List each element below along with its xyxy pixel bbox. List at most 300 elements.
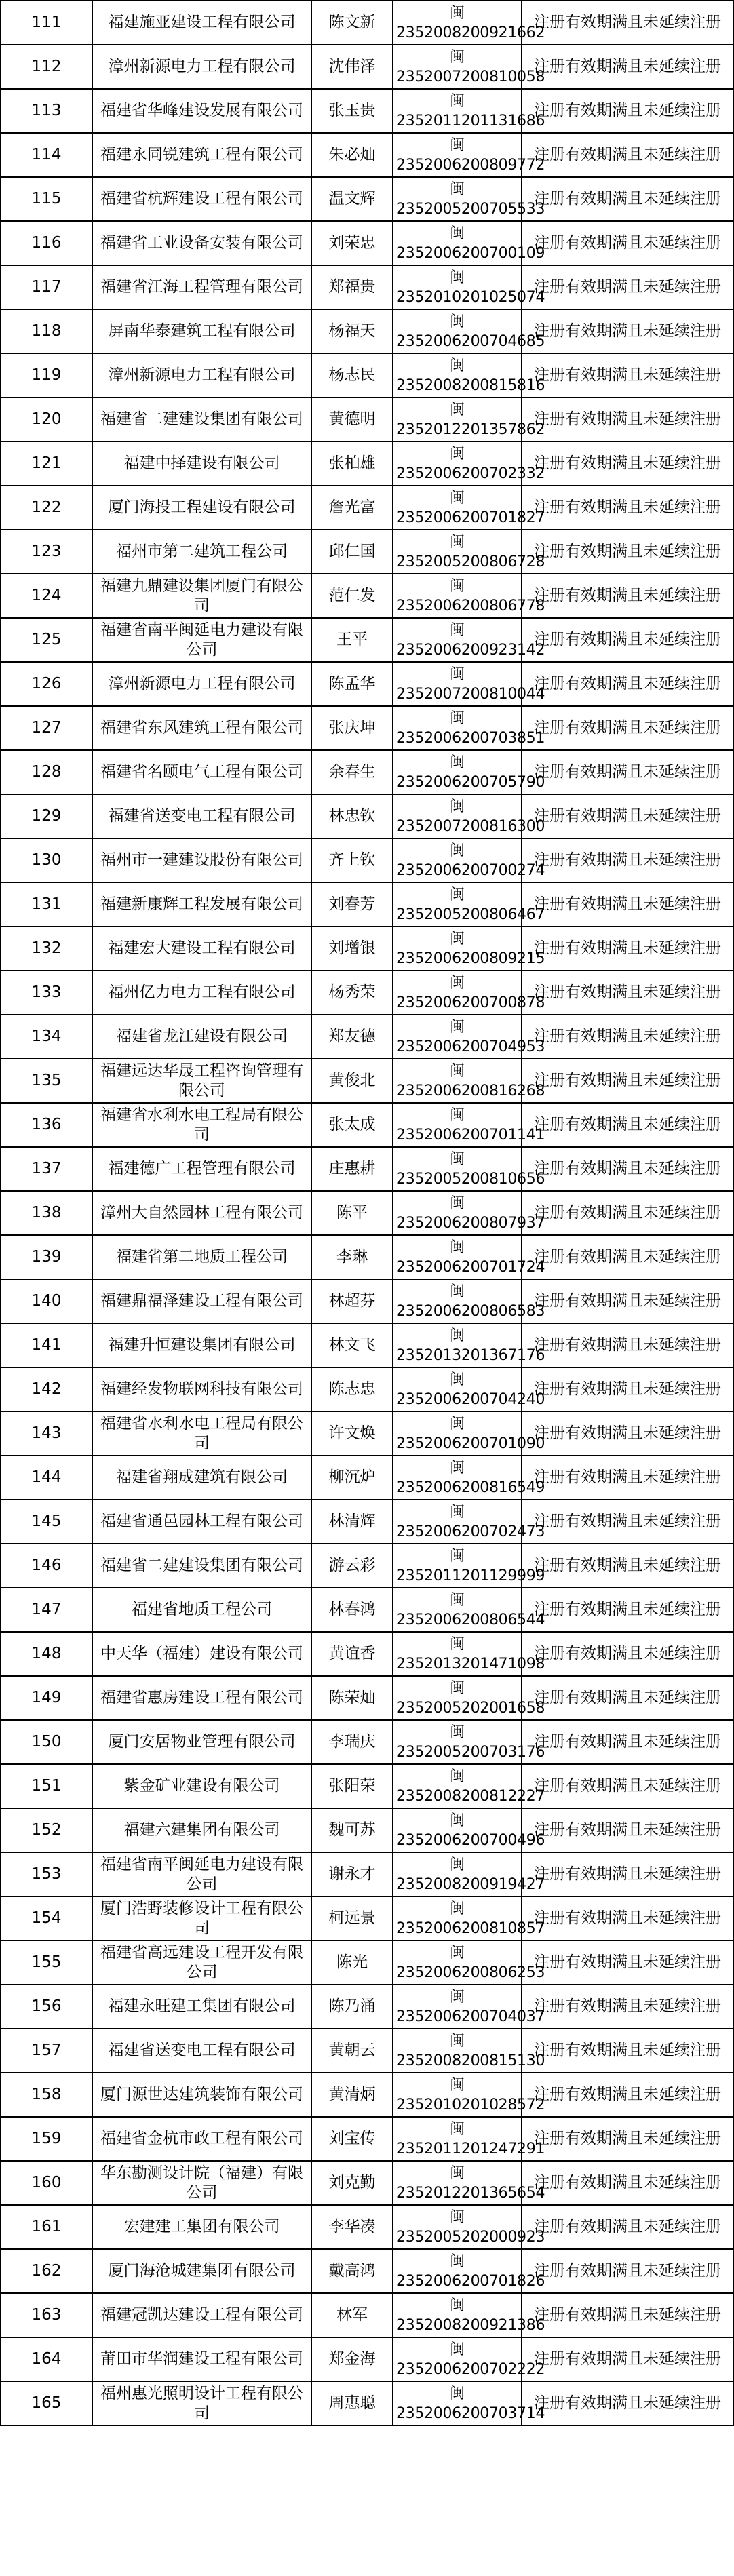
status-cell: 注册有效期满且未延续注册	[522, 1588, 733, 1632]
registration-number-cell: 闽2352012201357862	[393, 397, 522, 442]
company-name-cell: 福建省通邑园林工程有限公司	[92, 1500, 311, 1544]
person-name-cell: 林忠钦	[311, 794, 393, 838]
registration-number-cell: 闽2352011201129999	[393, 1544, 522, 1588]
person-name-cell: 黄清炳	[311, 2073, 393, 2117]
person-name-cell: 陈孟华	[311, 662, 393, 706]
person-name-cell: 陈乃涌	[311, 1985, 393, 2029]
person-name-cell: 庄惠耕	[311, 1147, 393, 1191]
company-name-cell: 福建省二建建设集团有限公司	[92, 1544, 311, 1588]
company-name-cell: 福建施亚建设工程有限公司	[92, 1, 311, 45]
status-cell: 注册有效期满且未延续注册	[522, 2293, 733, 2337]
company-name-cell: 福建省杭辉建设工程有限公司	[92, 177, 311, 221]
registration-number-cell: 闽2352006200700109	[393, 221, 522, 265]
registration-number-cell: 闽2352005200703176	[393, 1720, 522, 1764]
table-row	[1, 1720, 733, 1764]
status-cell: 注册有效期满且未延续注册	[522, 662, 733, 706]
registration-number-cell: 闽2352006200702332	[393, 442, 522, 486]
table-row	[1, 1411, 733, 1456]
row-number-cell: 154	[1, 1896, 92, 1940]
person-name-cell: 陈志忠	[311, 1367, 393, 1411]
status-cell: 注册有效期满且未延续注册	[522, 1279, 733, 1323]
row-number-cell: 137	[1, 1147, 92, 1191]
table-row	[1, 1279, 733, 1323]
row-number-cell: 114	[1, 133, 92, 177]
person-name-cell: 范仁发	[311, 574, 393, 618]
person-name-cell: 林春鸿	[311, 1588, 393, 1632]
company-name-cell: 福州市一建建设股份有限公司	[92, 838, 311, 882]
company-name-cell: 屏南华泰建筑工程有限公司	[92, 309, 311, 353]
registration-number-cell: 闽2352007200810058	[393, 45, 522, 89]
registration-number-cell: 闽2352006200923142	[393, 618, 522, 662]
registration-number-cell: 闽2352005200705533	[393, 177, 522, 221]
row-number-cell: 162	[1, 2249, 92, 2293]
table-row	[1, 89, 733, 133]
row-number-cell: 112	[1, 45, 92, 89]
status-cell: 注册有效期满且未延续注册	[522, 1411, 733, 1456]
person-name-cell: 戴高鸿	[311, 2249, 393, 2293]
status-cell: 注册有效期满且未延续注册	[522, 1720, 733, 1764]
registration-number-cell: 闽2352005202001658	[393, 1676, 522, 1720]
person-name-cell: 周惠聪	[311, 2381, 393, 2425]
person-name-cell: 陈平	[311, 1191, 393, 1235]
person-name-cell: 林文飞	[311, 1323, 393, 1367]
registration-number-cell: 闽2352013201471098	[393, 1632, 522, 1676]
company-name-cell: 厦门海投工程建设有限公司	[92, 486, 311, 530]
row-number-cell: 143	[1, 1411, 92, 1456]
status-cell: 注册有效期满且未延续注册	[522, 1456, 733, 1500]
table-row	[1, 353, 733, 397]
registration-number-cell: 闽2352006200700496	[393, 1808, 522, 1852]
person-name-cell: 张柏雄	[311, 442, 393, 486]
company-name-cell: 福建九鼎建设集团厦门有限公司	[92, 574, 311, 618]
row-number-cell: 145	[1, 1500, 92, 1544]
row-number-cell: 149	[1, 1676, 92, 1720]
row-number-cell: 147	[1, 1588, 92, 1632]
company-name-cell: 福建省送变电工程有限公司	[92, 2029, 311, 2073]
row-number-cell: 146	[1, 1544, 92, 1588]
table-row	[1, 1896, 733, 1940]
status-cell: 注册有效期满且未延续注册	[522, 442, 733, 486]
row-number-cell: 123	[1, 530, 92, 574]
row-number-cell: 148	[1, 1632, 92, 1676]
table-row	[1, 1015, 733, 1059]
registration-number-cell: 闽2352006200810857	[393, 1896, 522, 1940]
company-name-cell: 福建省工业设备安装有限公司	[92, 221, 311, 265]
row-number-cell: 115	[1, 177, 92, 221]
row-number-cell: 161	[1, 2205, 92, 2249]
table-row	[1, 618, 733, 662]
row-number-cell: 127	[1, 706, 92, 750]
person-name-cell: 朱必灿	[311, 133, 393, 177]
company-name-cell: 福建省第二地质工程公司	[92, 1235, 311, 1279]
row-number-cell: 163	[1, 2293, 92, 2337]
status-cell: 注册有效期满且未延续注册	[522, 2073, 733, 2117]
status-cell: 注册有效期满且未延续注册	[522, 1500, 733, 1544]
status-cell: 注册有效期满且未延续注册	[522, 221, 733, 265]
registration-number-cell: 闽2352006200806544	[393, 1588, 522, 1632]
status-cell: 注册有效期满且未延续注册	[522, 750, 733, 794]
company-name-cell: 福建省高远建设工程开发有限公司	[92, 1940, 311, 1985]
person-name-cell: 王平	[311, 618, 393, 662]
person-name-cell: 张玉贵	[311, 89, 393, 133]
table-row	[1, 1852, 733, 1896]
row-number-cell: 121	[1, 442, 92, 486]
company-name-cell: 福建省送变电工程有限公司	[92, 794, 311, 838]
table-row	[1, 442, 733, 486]
company-name-cell: 福建省东风建筑工程有限公司	[92, 706, 311, 750]
table-row	[1, 2381, 733, 2425]
company-name-cell: 福建六建集团有限公司	[92, 1808, 311, 1852]
company-name-cell: 福建新康辉工程发展有限公司	[92, 882, 311, 926]
row-number-cell: 136	[1, 1103, 92, 1147]
registration-number-cell: 闽2352006200816268	[393, 1059, 522, 1103]
table-row	[1, 177, 733, 221]
status-cell: 注册有效期满且未延续注册	[522, 1852, 733, 1896]
row-number-cell: 124	[1, 574, 92, 618]
table-row	[1, 2161, 733, 2205]
status-cell: 注册有效期满且未延续注册	[522, 574, 733, 618]
row-number-cell: 152	[1, 1808, 92, 1852]
status-cell: 注册有效期满且未延续注册	[522, 618, 733, 662]
registration-number-cell: 闽2352006200807937	[393, 1191, 522, 1235]
table-row	[1, 2117, 733, 2161]
row-number-cell: 160	[1, 2161, 92, 2205]
table-row	[1, 794, 733, 838]
company-name-cell: 漳州大自然园林工程有限公司	[92, 1191, 311, 1235]
registration-number-cell: 闽2352008200921662	[393, 1, 522, 45]
person-name-cell: 刘克勤	[311, 2161, 393, 2205]
registration-number-cell: 闽2352006200809772	[393, 133, 522, 177]
status-cell: 注册有效期满且未延续注册	[522, 2249, 733, 2293]
company-name-cell: 福建鼎福泽建设工程有限公司	[92, 1279, 311, 1323]
person-name-cell: 李琳	[311, 1235, 393, 1279]
status-cell: 注册有效期满且未延续注册	[522, 2205, 733, 2249]
registration-number-cell: 闽2352008200815816	[393, 353, 522, 397]
row-number-cell: 130	[1, 838, 92, 882]
row-number-cell: 151	[1, 1764, 92, 1808]
row-number-cell: 125	[1, 618, 92, 662]
table-row	[1, 1940, 733, 1985]
company-name-cell: 福建省地质工程公司	[92, 1588, 311, 1632]
table-row	[1, 1103, 733, 1147]
person-name-cell: 黄德明	[311, 397, 393, 442]
registration-number-cell: 闽2352006200700274	[393, 838, 522, 882]
status-cell: 注册有效期满且未延续注册	[522, 177, 733, 221]
status-cell: 注册有效期满且未延续注册	[522, 353, 733, 397]
company-name-cell: 中天华（福建）建设有限公司	[92, 1632, 311, 1676]
row-number-cell: 118	[1, 309, 92, 353]
registration-number-cell: 闽2352006200701826	[393, 2249, 522, 2293]
row-number-cell: 120	[1, 397, 92, 442]
registration-number-cell: 闽2352005200810656	[393, 1147, 522, 1191]
status-cell: 注册有效期满且未延续注册	[522, 265, 733, 309]
company-name-cell: 厦门海沧城建集团有限公司	[92, 2249, 311, 2293]
person-name-cell: 游云彩	[311, 1544, 393, 1588]
person-name-cell: 黄谊香	[311, 1632, 393, 1676]
status-cell: 注册有效期满且未延续注册	[522, 1235, 733, 1279]
person-name-cell: 沈伟泽	[311, 45, 393, 89]
row-number-cell: 132	[1, 926, 92, 971]
status-cell: 注册有效期满且未延续注册	[522, 971, 733, 1015]
table-row	[1, 1059, 733, 1103]
company-name-cell: 漳州新源电力工程有限公司	[92, 353, 311, 397]
company-name-cell: 福建永旺建工集团有限公司	[92, 1985, 311, 2029]
table-row	[1, 574, 733, 618]
company-name-cell: 福建省翔成建筑有限公司	[92, 1456, 311, 1500]
person-name-cell: 柯远景	[311, 1896, 393, 1940]
registration-number-cell: 闽2352006200704037	[393, 1985, 522, 2029]
row-number-cell: 113	[1, 89, 92, 133]
status-cell: 注册有效期满且未延续注册	[522, 397, 733, 442]
row-number-cell: 139	[1, 1235, 92, 1279]
company-name-cell: 福建省水利水电工程局有限公司	[92, 1103, 311, 1147]
status-cell: 注册有效期满且未延续注册	[522, 2029, 733, 2073]
table-row	[1, 2293, 733, 2337]
company-name-cell: 福建冠凯达建设工程有限公司	[92, 2293, 311, 2337]
person-name-cell: 刘增银	[311, 926, 393, 971]
registration-number-cell: 闽2352008200921386	[393, 2293, 522, 2337]
person-name-cell: 杨秀荣	[311, 971, 393, 1015]
company-name-cell: 福建省南平闽延电力建设有限公司	[92, 1852, 311, 1896]
company-name-cell: 厦门安居物业管理有限公司	[92, 1720, 311, 1764]
person-name-cell: 柳沉炉	[311, 1456, 393, 1500]
row-number-cell: 140	[1, 1279, 92, 1323]
registration-number-cell: 闽2352006200704953	[393, 1015, 522, 1059]
registration-number-cell: 闽2352007200816300	[393, 794, 522, 838]
company-name-cell: 福州亿力电力工程有限公司	[92, 971, 311, 1015]
person-name-cell: 杨福天	[311, 309, 393, 353]
registration-number-cell: 闽2352010201028572	[393, 2073, 522, 2117]
person-name-cell: 刘宝传	[311, 2117, 393, 2161]
registration-number-cell: 闽2352006200702222	[393, 2337, 522, 2381]
registration-number-cell: 闽2352006200806583	[393, 1279, 522, 1323]
table-row	[1, 1500, 733, 1544]
table-row	[1, 1588, 733, 1632]
table-row	[1, 1985, 733, 2029]
row-number-cell: 122	[1, 486, 92, 530]
status-cell: 注册有效期满且未延续注册	[522, 2117, 733, 2161]
company-name-cell: 漳州新源电力工程有限公司	[92, 662, 311, 706]
company-name-cell: 漳州新源电力工程有限公司	[92, 45, 311, 89]
table-row	[1, 1191, 733, 1235]
registration-number-cell: 闽2352006200806778	[393, 574, 522, 618]
status-cell: 注册有效期满且未延续注册	[522, 2381, 733, 2425]
row-number-cell: 126	[1, 662, 92, 706]
registration-number-cell: 闽2352010201025074	[393, 265, 522, 309]
company-name-cell: 福建升恒建设集团有限公司	[92, 1323, 311, 1367]
registration-number-cell: 闽2352006200704685	[393, 309, 522, 353]
registration-number-cell: 闽2352011201131686	[393, 89, 522, 133]
table-row	[1, 2249, 733, 2293]
company-name-cell: 福建省金杭市政工程有限公司	[92, 2117, 311, 2161]
person-name-cell: 杨志民	[311, 353, 393, 397]
table-row	[1, 2073, 733, 2117]
registration-number-cell: 闽2352006200701090	[393, 1411, 522, 1456]
table-row	[1, 971, 733, 1015]
company-name-cell: 厦门源世达建筑装饰有限公司	[92, 2073, 311, 2117]
row-number-cell: 134	[1, 1015, 92, 1059]
person-name-cell: 李瑞庆	[311, 1720, 393, 1764]
table-row	[1, 706, 733, 750]
status-cell: 注册有效期满且未延续注册	[522, 1896, 733, 1940]
person-name-cell: 郑福贵	[311, 265, 393, 309]
status-cell: 注册有效期满且未延续注册	[522, 926, 733, 971]
person-name-cell: 齐上钦	[311, 838, 393, 882]
person-name-cell: 张太成	[311, 1103, 393, 1147]
status-cell: 注册有效期满且未延续注册	[522, 1808, 733, 1852]
status-cell: 注册有效期满且未延续注册	[522, 1985, 733, 2029]
table-row	[1, 2337, 733, 2381]
person-name-cell: 林军	[311, 2293, 393, 2337]
person-name-cell: 林清辉	[311, 1500, 393, 1544]
company-name-cell: 福建省水利水电工程局有限公司	[92, 1411, 311, 1456]
status-cell: 注册有效期满且未延续注册	[522, 309, 733, 353]
table-row	[1, 530, 733, 574]
person-name-cell: 郑友德	[311, 1015, 393, 1059]
status-cell: 注册有效期满且未延续注册	[522, 1676, 733, 1720]
registration-number-cell: 闽2352008200815130	[393, 2029, 522, 2073]
row-number-cell: 135	[1, 1059, 92, 1103]
row-number-cell: 159	[1, 2117, 92, 2161]
person-name-cell: 许文焕	[311, 1411, 393, 1456]
registration-number-cell: 闽2352006200703851	[393, 706, 522, 750]
person-name-cell: 温文辉	[311, 177, 393, 221]
status-cell: 注册有效期满且未延续注册	[522, 706, 733, 750]
table-row	[1, 1764, 733, 1808]
company-name-cell: 福州惠光照明设计工程有限公司	[92, 2381, 311, 2425]
table-row	[1, 309, 733, 353]
person-name-cell: 陈文新	[311, 1, 393, 45]
table-row	[1, 838, 733, 882]
status-cell: 注册有效期满且未延续注册	[522, 530, 733, 574]
person-name-cell: 邱仁国	[311, 530, 393, 574]
row-number-cell: 131	[1, 882, 92, 926]
registration-number-cell: 闽2352007200810044	[393, 662, 522, 706]
status-cell: 注册有效期满且未延续注册	[522, 1015, 733, 1059]
table-row	[1, 1235, 733, 1279]
table-row	[1, 662, 733, 706]
row-number-cell: 142	[1, 1367, 92, 1411]
registration-number-cell: 闽2352005200806467	[393, 882, 522, 926]
table-row	[1, 133, 733, 177]
person-name-cell: 魏可苏	[311, 1808, 393, 1852]
row-number-cell: 116	[1, 221, 92, 265]
table-row	[1, 926, 733, 971]
company-name-cell: 福建省二建建设集团有限公司	[92, 397, 311, 442]
registration-number-cell: 闽2352006200702473	[393, 1500, 522, 1544]
status-cell: 注册有效期满且未延续注册	[522, 1147, 733, 1191]
status-cell: 注册有效期满且未延续注册	[522, 1367, 733, 1411]
company-name-cell: 福建省华峰建设发展有限公司	[92, 89, 311, 133]
table-row	[1, 397, 733, 442]
person-name-cell: 刘荣忠	[311, 221, 393, 265]
person-name-cell: 张阳荣	[311, 1764, 393, 1808]
company-name-cell: 福建中择建设有限公司	[92, 442, 311, 486]
company-name-cell: 福建经发物联网科技有限公司	[92, 1367, 311, 1411]
status-cell: 注册有效期满且未延续注册	[522, 2161, 733, 2205]
row-number-cell: 157	[1, 2029, 92, 2073]
status-cell: 注册有效期满且未延续注册	[522, 794, 733, 838]
table-body	[1, 1, 733, 2425]
person-name-cell: 黄俊北	[311, 1059, 393, 1103]
company-name-cell: 福州市第二建筑工程公司	[92, 530, 311, 574]
registration-number-cell: 闽2352006200816549	[393, 1456, 522, 1500]
company-name-cell: 福建宏大建设工程有限公司	[92, 926, 311, 971]
company-name-cell: 福建省惠房建设工程有限公司	[92, 1676, 311, 1720]
company-name-cell: 福建省龙江建设有限公司	[92, 1015, 311, 1059]
row-number-cell: 153	[1, 1852, 92, 1896]
table-row	[1, 1367, 733, 1411]
row-number-cell: 141	[1, 1323, 92, 1367]
person-name-cell: 林超芬	[311, 1279, 393, 1323]
registration-number-cell: 闽2352012201365654	[393, 2161, 522, 2205]
row-number-cell: 164	[1, 2337, 92, 2381]
registration-number-cell: 闽2352011201247291	[393, 2117, 522, 2161]
company-name-cell: 福建德广工程管理有限公司	[92, 1147, 311, 1191]
status-cell: 注册有效期满且未延续注册	[522, 133, 733, 177]
status-cell: 注册有效期满且未延续注册	[522, 1059, 733, 1103]
row-number-cell: 158	[1, 2073, 92, 2117]
table-row	[1, 265, 733, 309]
company-name-cell: 福建永同锐建筑工程有限公司	[92, 133, 311, 177]
row-number-cell: 156	[1, 1985, 92, 2029]
company-name-cell: 宏建建工集团有限公司	[92, 2205, 311, 2249]
company-name-cell: 紫金矿业建设有限公司	[92, 1764, 311, 1808]
table-row	[1, 882, 733, 926]
registration-number-cell: 闽2352006200704240	[393, 1367, 522, 1411]
registration-number-cell: 闽2352006200806253	[393, 1940, 522, 1985]
person-name-cell: 张庆坤	[311, 706, 393, 750]
registration-number-cell: 闽2352006200701724	[393, 1235, 522, 1279]
row-number-cell: 165	[1, 2381, 92, 2425]
person-name-cell: 黄朝云	[311, 2029, 393, 2073]
person-name-cell: 陈荣灿	[311, 1676, 393, 1720]
status-cell: 注册有效期满且未延续注册	[522, 1191, 733, 1235]
row-number-cell: 138	[1, 1191, 92, 1235]
table-row	[1, 1147, 733, 1191]
row-number-cell: 150	[1, 1720, 92, 1764]
person-name-cell: 郑金海	[311, 2337, 393, 2381]
registration-number-cell: 闽2352008200812227	[393, 1764, 522, 1808]
row-number-cell: 117	[1, 265, 92, 309]
status-cell: 注册有效期满且未延续注册	[522, 1103, 733, 1147]
row-number-cell: 111	[1, 1, 92, 45]
company-name-cell: 厦门浩野装修设计工程有限公司	[92, 1896, 311, 1940]
status-cell: 注册有效期满且未延续注册	[522, 1632, 733, 1676]
table-row	[1, 1323, 733, 1367]
status-cell: 注册有效期满且未延续注册	[522, 486, 733, 530]
person-name-cell: 谢永才	[311, 1852, 393, 1896]
person-name-cell: 余春生	[311, 750, 393, 794]
registration-number-cell: 闽2352006200701141	[393, 1103, 522, 1147]
row-number-cell: 129	[1, 794, 92, 838]
company-name-cell: 莆田市华润建设工程有限公司	[92, 2337, 311, 2381]
table-row	[1, 2029, 733, 2073]
registration-number-cell: 闽2352006200701827	[393, 486, 522, 530]
table-row	[1, 486, 733, 530]
company-name-cell: 福建省名颐电气工程有限公司	[92, 750, 311, 794]
company-name-cell: 福建远达华晟工程咨询管理有限公司	[92, 1059, 311, 1103]
table-row	[1, 1632, 733, 1676]
status-cell: 注册有效期满且未延续注册	[522, 45, 733, 89]
status-cell: 注册有效期满且未延续注册	[522, 1323, 733, 1367]
company-name-cell: 华东勘测设计院（福建）有限公司	[92, 2161, 311, 2205]
table-row	[1, 45, 733, 89]
table-row	[1, 1676, 733, 1720]
status-cell: 注册有效期满且未延续注册	[522, 1764, 733, 1808]
registration-number-cell: 闽2352008200919427	[393, 1852, 522, 1896]
registration-number-cell: 闽2352006200809215	[393, 926, 522, 971]
